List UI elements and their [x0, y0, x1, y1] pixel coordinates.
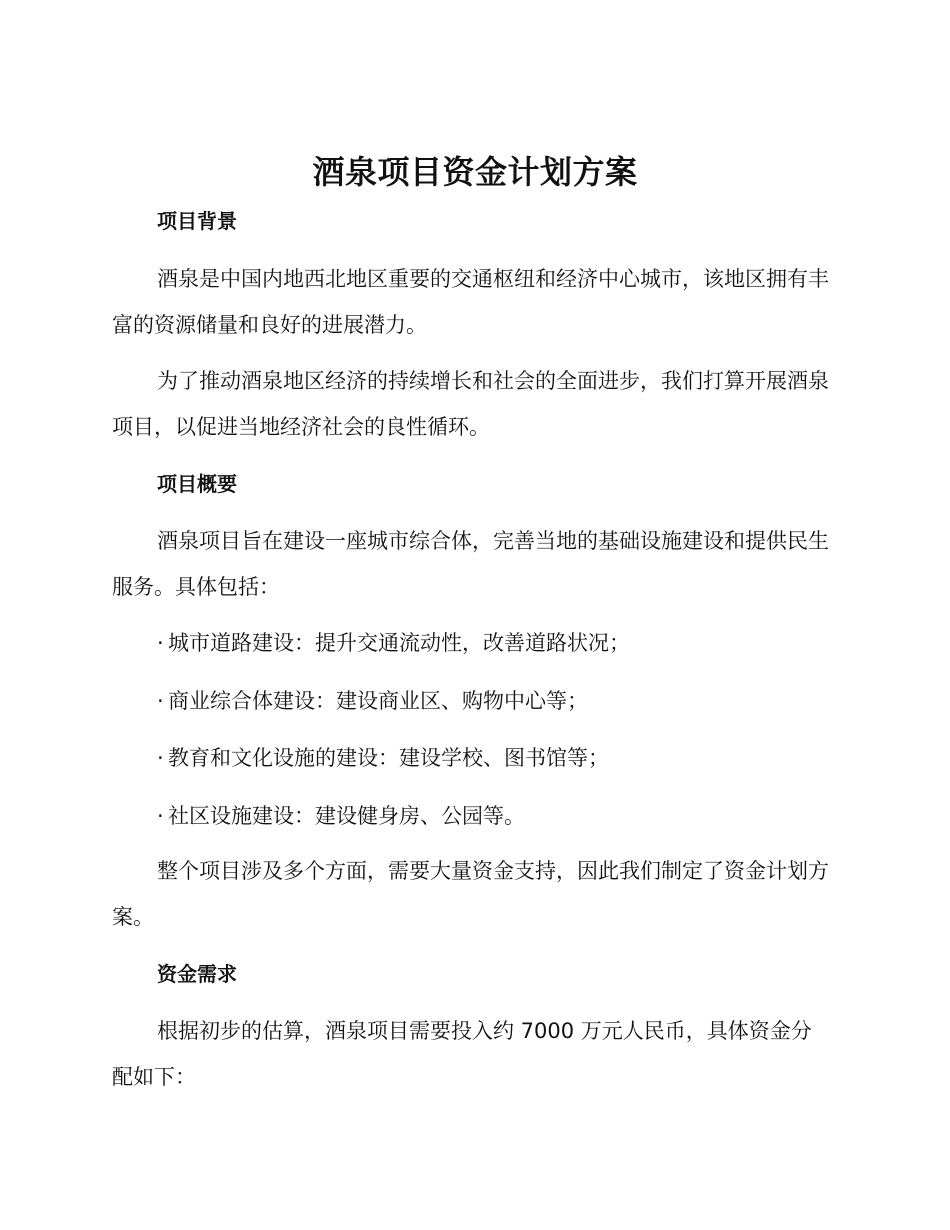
bullet-text: 商业综合体建设：建设商业区、购物中心等；	[168, 689, 588, 713]
bullet-text: 教育和文化设施的建设：建设学校、图书馆等；	[168, 746, 609, 770]
paragraph-overview-intro: 酒泉项目旨在建设一座城市综合体，完善当地的基础设施建设和提供民生服务。具体包括：	[112, 529, 829, 599]
section-heading-background: 项目背景	[157, 209, 237, 233]
paragraph-background-1: 酒泉是中国内地西北地区重要的交通枢纽和经济中心城市，该地区拥有丰富的资源储量和良好的进展潜力。	[112, 267, 829, 337]
paragraph-overview-outro: 整个项目涉及多个方面，需要大量资金支持，因此我们制定了资金计划方案。	[112, 859, 829, 929]
bullet-dot-icon: ·	[157, 631, 164, 655]
bullet-text: 城市道路建设：提升交通流动性，改善道路状况；	[168, 631, 630, 655]
section-heading-overview: 项目概要	[157, 472, 237, 496]
bullet-dot-icon: ·	[157, 746, 164, 770]
bullet-item	[157, 628, 630, 658]
bullet-text: 社区设施建设：建设健身房、公园等。	[168, 804, 525, 828]
bullet-item	[157, 801, 525, 831]
bullet-item	[157, 743, 609, 773]
paragraph-background-2: 为了推动酒泉地区经济的持续增长和社会的全面进步，我们打算开展酒泉项目，以促进当地经济社会的良性循环。	[112, 369, 829, 439]
bullet-item	[157, 686, 588, 716]
bullet-dot-icon: ·	[157, 804, 164, 828]
bullet-dot-icon: ·	[157, 689, 164, 713]
paragraph-funding-intro: 根据初步的估算，酒泉项目需要投入约 7000 万元人民币，具体资金分配如下：	[112, 1019, 812, 1089]
document-title: 酒泉项目资金计划方案	[312, 153, 638, 191]
section-heading-funding: 资金需求	[157, 962, 237, 986]
